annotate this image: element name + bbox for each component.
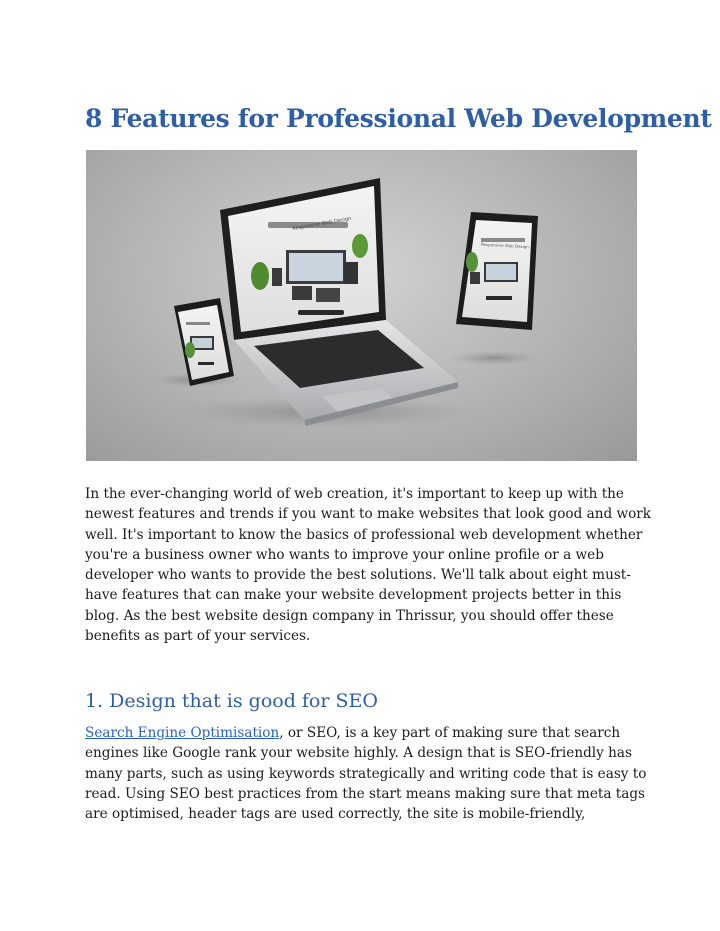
seo-link[interactable]: Search Engine Optimisation bbox=[85, 725, 280, 741]
section-heading-seo: 1. Design that is good for SEO bbox=[85, 690, 378, 712]
section-paragraph-seo bbox=[85, 723, 655, 824]
phone bbox=[174, 298, 234, 386]
tablet bbox=[456, 212, 538, 330]
devices-illustration bbox=[86, 150, 637, 461]
section-paragraph-seo-text: , or SEO, is a key part of making sure that search engines like Google rank your website highly. A design that is SEO-friendly has many parts, such as using keywords strategically and writing code that is easy to read. Using SEO best practices from the start means making sure that meta tags are optimised, header tags are used correctly, the site is mobile-friendly, bbox=[85, 725, 647, 823]
tablet-screen-caption: Responsive Web Design bbox=[480, 241, 529, 250]
hero-image bbox=[86, 150, 637, 461]
intro-paragraph: In the ever-changing world of web creation, it's important to keep up with the newest features and trends if you want to make websites that look good and work well. It's important to know the basics of professional web development whether you're a business owner who wants to improve your online profile or a web developer who wants to provide the best solutions. We'll talk about eight must-have features that can make your website development projects better in this blog. As the best website design company in Thrissur, you should offer these benefits as part of your services. bbox=[85, 486, 652, 645]
laptop bbox=[220, 178, 458, 426]
laptop-screen-caption: Responsive Web Design bbox=[291, 215, 352, 233]
tablet-shadow bbox=[449, 351, 539, 365]
article-title: 8 Features for Professional Web Development bbox=[85, 104, 712, 133]
